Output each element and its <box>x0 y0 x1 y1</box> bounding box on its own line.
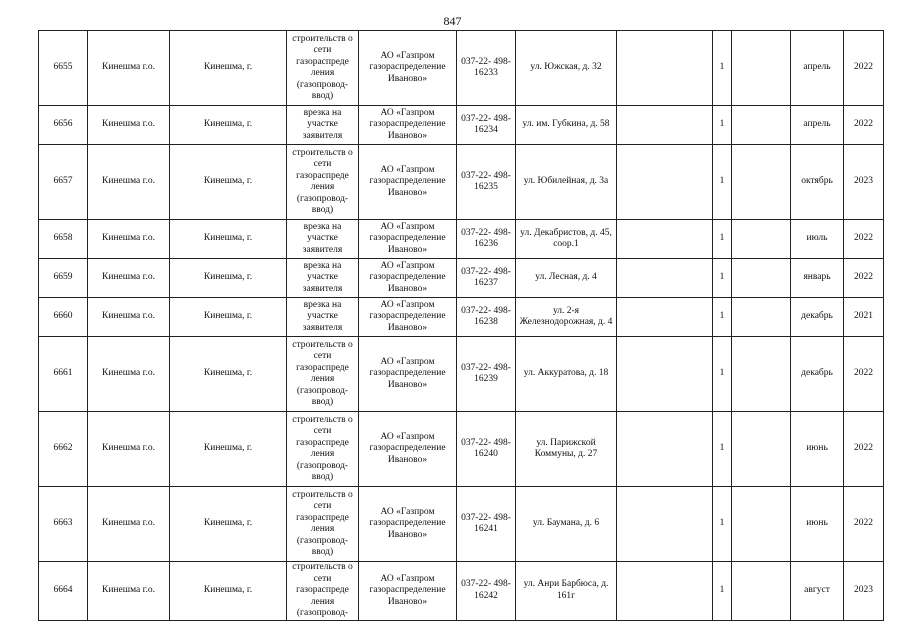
application-code-cell: 037-22- 498-16238 <box>457 298 516 337</box>
quantity-cell: 1 <box>713 337 732 412</box>
year-cell: 2022 <box>844 337 884 412</box>
empty-cell <box>732 106 791 145</box>
address-cell: ул. 2-я Железнодорожная, д. 4 <box>516 298 617 337</box>
locality-cell: Кинешма, г. <box>170 412 287 487</box>
work-type-cell: строительств о сети газораспреде ления (газопровод- ввод) <box>287 145 359 220</box>
year-cell: 2022 <box>844 259 884 298</box>
organization-cell: АО «Газпром газораспределение Иваново» <box>359 220 457 259</box>
application-code-cell: 037-22- 498-16237 <box>457 259 516 298</box>
quantity-cell: 1 <box>713 106 732 145</box>
empty-cell <box>732 487 791 562</box>
month-cell: июль <box>791 220 844 259</box>
quantity-cell: 1 <box>713 31 732 106</box>
district-cell: Кинешма г.о. <box>88 145 170 220</box>
empty-cell <box>617 220 713 259</box>
month-cell: август <box>791 562 844 621</box>
organization-cell: АО «Газпром газораспределение Иваново» <box>359 298 457 337</box>
district-cell: Кинешма г.о. <box>88 487 170 562</box>
record-number-cell: 6663 <box>39 487 88 562</box>
quantity-cell: 1 <box>713 220 732 259</box>
year-cell: 2023 <box>844 145 884 220</box>
work-type-cell: врезка на участке заявителя <box>287 259 359 298</box>
table-row <box>39 31 884 106</box>
table-row <box>39 298 884 337</box>
month-cell: июнь <box>791 412 844 487</box>
application-code-cell: 037-22- 498-16235 <box>457 145 516 220</box>
year-cell: 2022 <box>844 487 884 562</box>
month-cell: июнь <box>791 487 844 562</box>
empty-cell <box>617 337 713 412</box>
table-row <box>39 487 884 562</box>
record-number-cell: 6656 <box>39 106 88 145</box>
organization-cell: АО «Газпром газораспределение Иваново» <box>359 106 457 145</box>
month-cell: октябрь <box>791 145 844 220</box>
page-number: 847 <box>443 14 462 28</box>
organization-cell: АО «Газпром газораспределение Иваново» <box>359 259 457 298</box>
empty-cell <box>732 337 791 412</box>
empty-cell <box>617 259 713 298</box>
address-cell: ул. Анри Барбюса, д. 161г <box>516 562 617 621</box>
application-code-cell: 037-22- 498-16240 <box>457 412 516 487</box>
table-row <box>39 562 884 621</box>
quantity-cell: 1 <box>713 259 732 298</box>
record-number-cell: 6664 <box>39 562 88 621</box>
quantity-cell: 1 <box>713 145 732 220</box>
table-row <box>39 337 884 412</box>
empty-cell <box>617 145 713 220</box>
organization-cell: АО «Газпром газораспределение Иваново» <box>359 337 457 412</box>
month-cell: декабрь <box>791 337 844 412</box>
locality-cell: Кинешма, г. <box>170 145 287 220</box>
quantity-cell: 1 <box>713 412 732 487</box>
locality-cell: Кинешма, г. <box>170 259 287 298</box>
empty-cell <box>617 298 713 337</box>
work-type-cell: врезка на участке заявителя <box>287 298 359 337</box>
empty-cell <box>732 220 791 259</box>
table-row <box>39 220 884 259</box>
empty-cell <box>617 562 713 621</box>
record-number-cell: 6657 <box>39 145 88 220</box>
work-type-cell: строительств о сети газораспреде ления (газопровод- ввод) <box>287 412 359 487</box>
application-code-cell: 037-22- 498-16242 <box>457 562 516 621</box>
table-row <box>39 259 884 298</box>
month-cell: январь <box>791 259 844 298</box>
organization-cell: АО «Газпром газораспределение Иваново» <box>359 562 457 621</box>
locality-cell: Кинешма, г. <box>170 298 287 337</box>
district-cell: Кинешма г.о. <box>88 562 170 621</box>
empty-cell <box>732 298 791 337</box>
work-type-cell: врезка на участке заявителя <box>287 220 359 259</box>
empty-cell <box>732 31 791 106</box>
address-cell: ул. им. Губкина, д. 58 <box>516 106 617 145</box>
application-code-cell: 037-22- 498-16241 <box>457 487 516 562</box>
table-row <box>39 106 884 145</box>
district-cell: Кинешма г.о. <box>88 412 170 487</box>
year-cell: 2022 <box>844 106 884 145</box>
record-number-cell: 6660 <box>39 298 88 337</box>
month-cell: апрель <box>791 31 844 106</box>
empty-cell <box>732 562 791 621</box>
empty-cell <box>617 31 713 106</box>
quantity-cell: 1 <box>713 562 732 621</box>
empty-cell <box>732 259 791 298</box>
district-cell: Кинешма г.о. <box>88 259 170 298</box>
district-cell: Кинешма г.о. <box>88 298 170 337</box>
quantity-cell: 1 <box>713 298 732 337</box>
work-type-cell: строительств о сети газораспреде ления (газопровод- ввод) <box>287 337 359 412</box>
empty-cell <box>617 412 713 487</box>
work-type-cell: строительств о сети газораспреде ления (газопровод- ввод) <box>287 487 359 562</box>
address-cell: ул. Лесная, д. 4 <box>516 259 617 298</box>
month-cell: декабрь <box>791 298 844 337</box>
locality-cell: Кинешма, г. <box>170 106 287 145</box>
year-cell: 2022 <box>844 412 884 487</box>
application-code-cell: 037-22- 498-16239 <box>457 337 516 412</box>
address-cell: ул. Декабристов, д. 45, соор.1 <box>516 220 617 259</box>
quantity-cell: 1 <box>713 487 732 562</box>
locality-cell: Кинешма, г. <box>170 562 287 621</box>
work-type-cell: строительств о сети газораспреде ления (газопровод- <box>287 562 359 621</box>
record-number-cell: 6661 <box>39 337 88 412</box>
address-cell: ул. Юбилейная, д. 3а <box>516 145 617 220</box>
district-cell: Кинешма г.о. <box>88 337 170 412</box>
address-cell: ул. Аккуратова, д. 18 <box>516 337 617 412</box>
year-cell: 2023 <box>844 562 884 621</box>
district-cell: Кинешма г.о. <box>88 31 170 106</box>
record-number-cell: 6655 <box>39 31 88 106</box>
application-code-cell: 037-22- 498-16233 <box>457 31 516 106</box>
register-table <box>38 30 884 621</box>
year-cell: 2021 <box>844 298 884 337</box>
empty-cell <box>732 412 791 487</box>
application-code-cell: 037-22- 498-16236 <box>457 220 516 259</box>
record-number-cell: 6662 <box>39 412 88 487</box>
locality-cell: Кинешма, г. <box>170 220 287 259</box>
work-type-cell: строительств о сети газораспреде ления (газопровод- ввод) <box>287 31 359 106</box>
organization-cell: АО «Газпром газораспределение Иваново» <box>359 145 457 220</box>
locality-cell: Кинешма, г. <box>170 487 287 562</box>
empty-cell <box>617 106 713 145</box>
table-row <box>39 145 884 220</box>
locality-cell: Кинешма, г. <box>170 31 287 106</box>
record-number-cell: 6659 <box>39 259 88 298</box>
address-cell: ул. Баумана, д. 6 <box>516 487 617 562</box>
application-code-cell: 037-22- 498-16234 <box>457 106 516 145</box>
table-row <box>39 412 884 487</box>
year-cell: 2022 <box>844 220 884 259</box>
organization-cell: АО «Газпром газораспределение Иваново» <box>359 487 457 562</box>
empty-cell <box>617 487 713 562</box>
district-cell: Кинешма г.о. <box>88 106 170 145</box>
address-cell: ул. Парижской Коммуны, д. 27 <box>516 412 617 487</box>
work-type-cell: врезка на участке заявителя <box>287 106 359 145</box>
district-cell: Кинешма г.о. <box>88 220 170 259</box>
year-cell: 2022 <box>844 31 884 106</box>
organization-cell: АО «Газпром газораспределение Иваново» <box>359 412 457 487</box>
organization-cell: АО «Газпром газораспределение Иваново» <box>359 31 457 106</box>
empty-cell <box>732 145 791 220</box>
month-cell: апрель <box>791 106 844 145</box>
address-cell: ул. Южская, д. 32 <box>516 31 617 106</box>
locality-cell: Кинешма, г. <box>170 337 287 412</box>
record-number-cell: 6658 <box>39 220 88 259</box>
